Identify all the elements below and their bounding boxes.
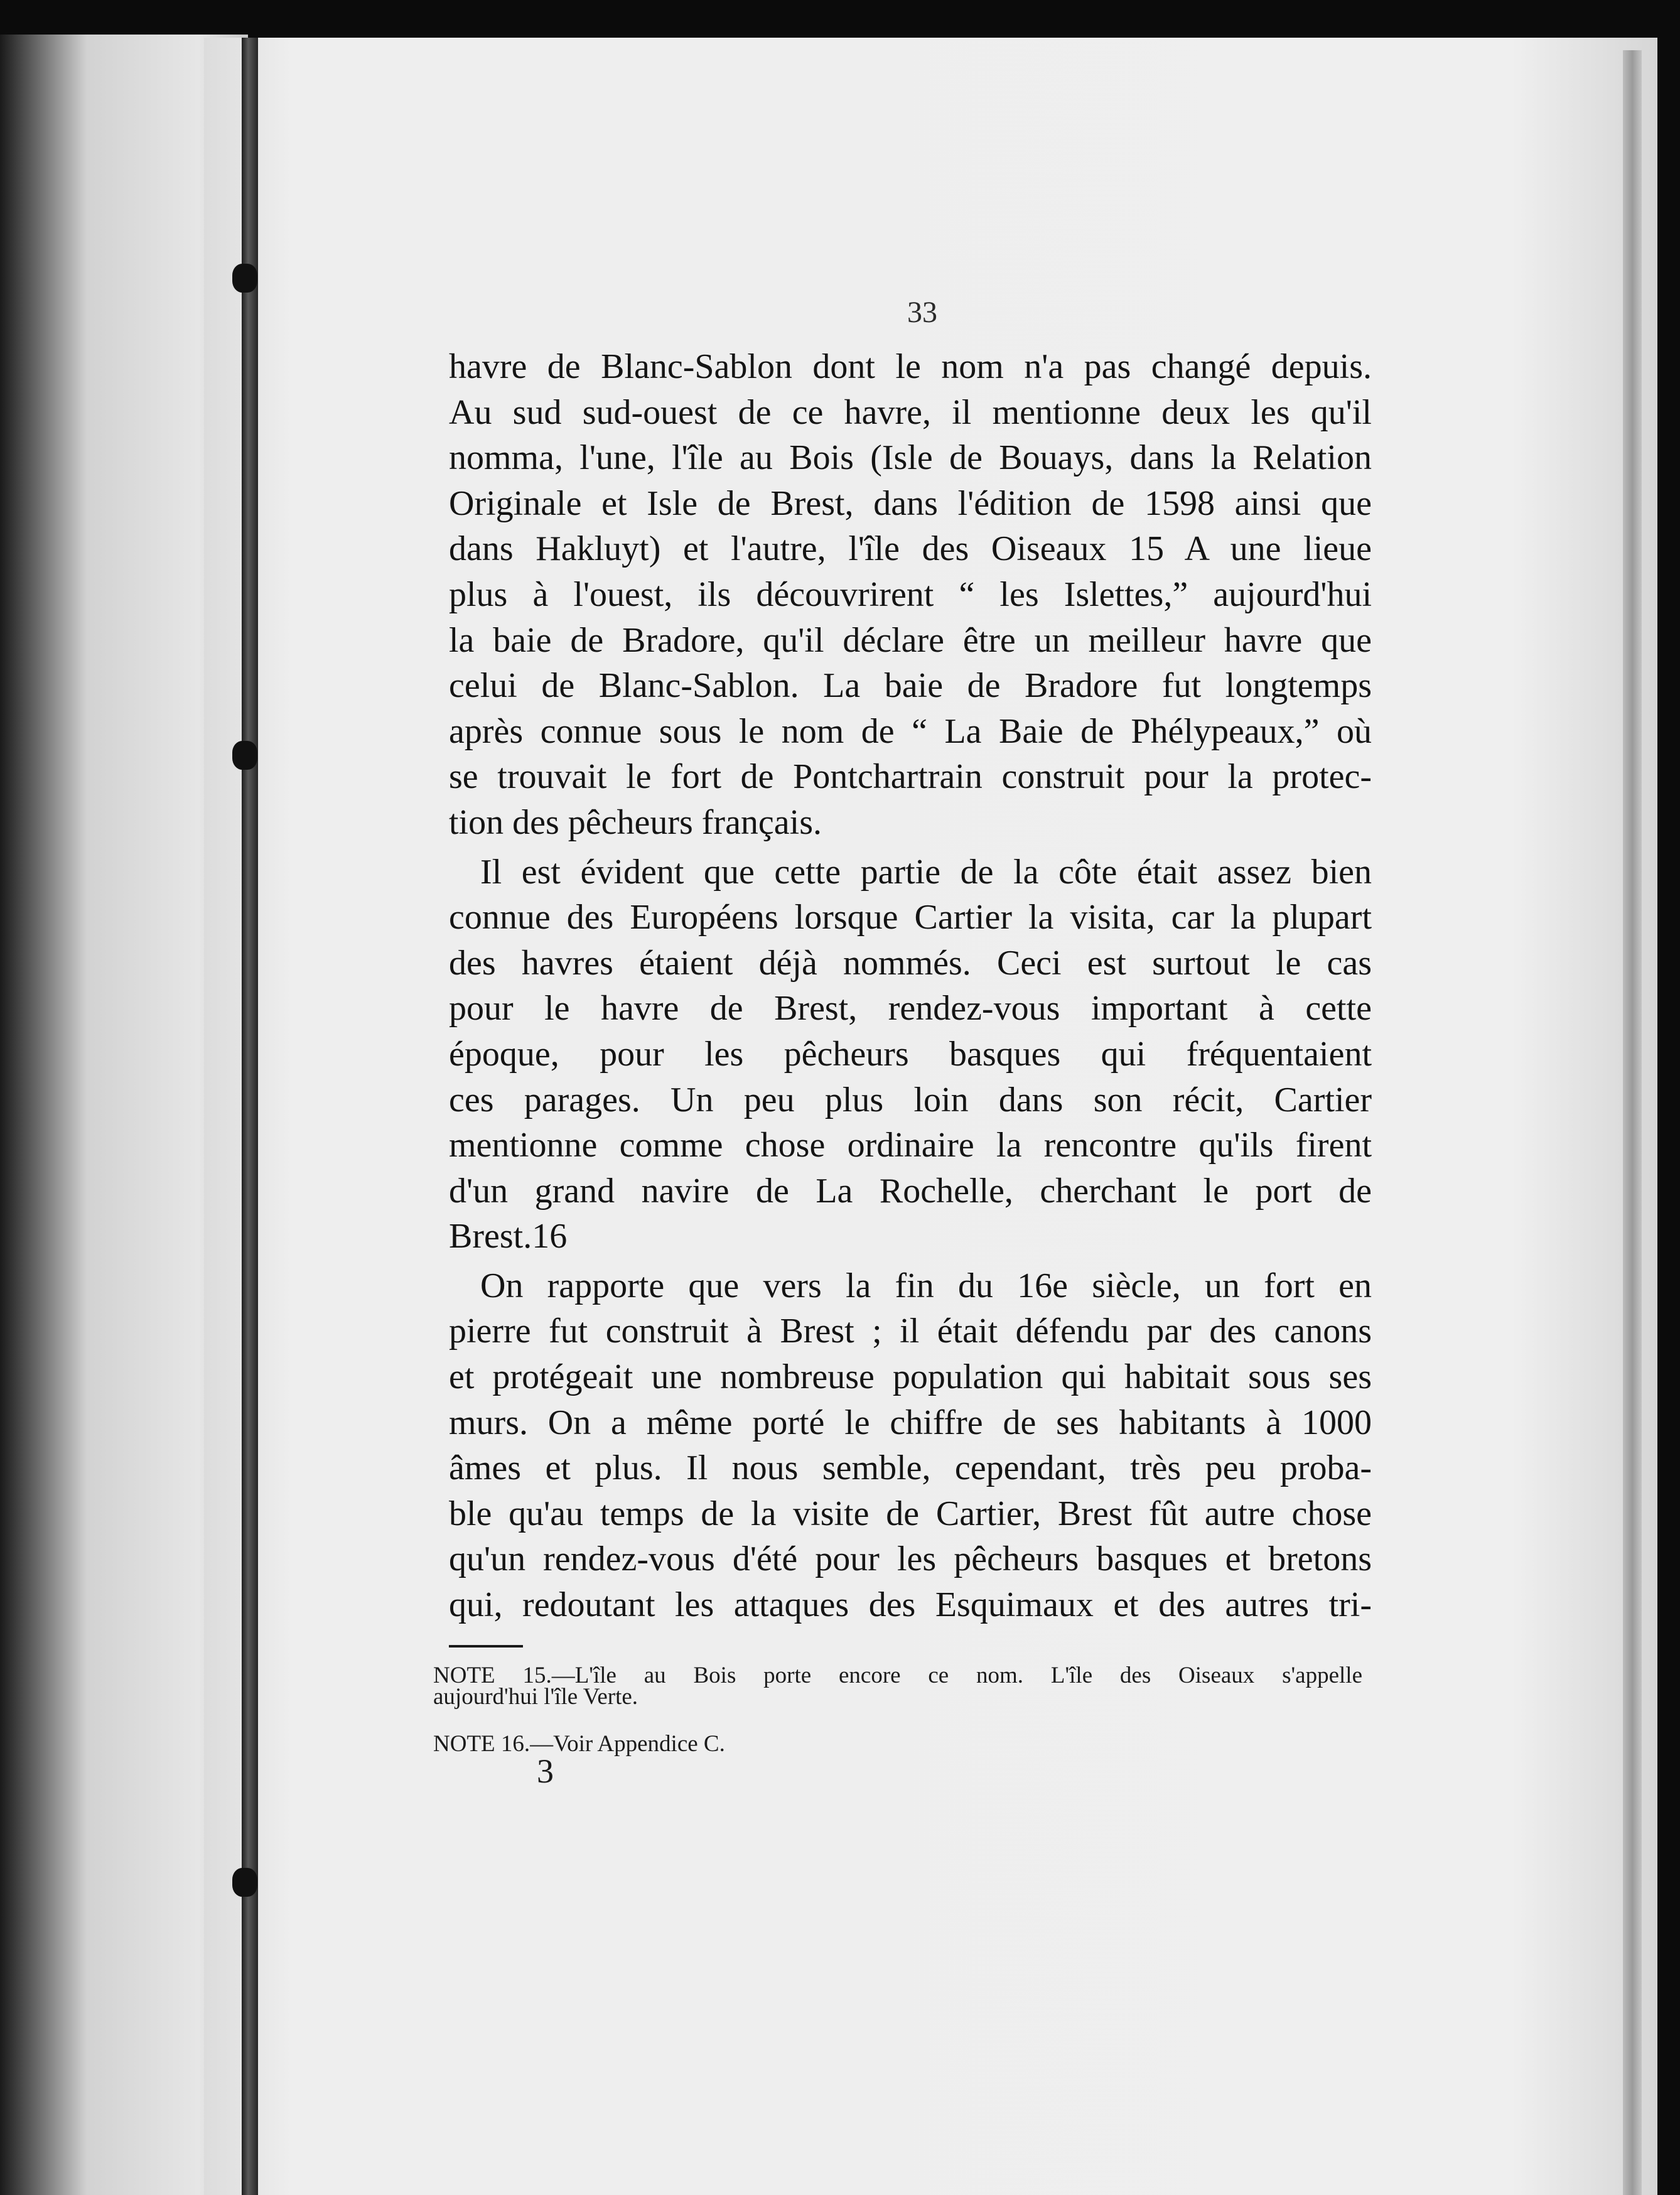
text-line: Brest.16 xyxy=(449,1217,568,1256)
text-line: qui, redoutant les attaques des Esquimaux et des autres tri- xyxy=(449,1585,1372,1625)
binding-stitch xyxy=(232,264,257,293)
text-line: Il est évident que cette partie de la côte était assez bien xyxy=(480,852,1372,892)
text-line: nomma, l'une, l'île au Bois (Isle de Bouays, dans la Relation xyxy=(449,438,1372,478)
paragraph-1 xyxy=(449,344,1372,846)
text-line: d'un grand navire de La Rochelle, cherchant le port de xyxy=(449,1171,1372,1211)
footnote-15 xyxy=(433,1665,1362,1708)
text-line: âmes et plus. Il nous semble, cependant, très peu proba- xyxy=(449,1448,1372,1488)
text-line: murs. On a même porté le chiffre de ses habitants à 1000 xyxy=(449,1403,1372,1442)
text-line: plus à l'ouest, ils découvrirent “ les Islettes,” aujourd'hui xyxy=(449,574,1372,614)
text-line: des havres étaient déjà nommés. Ceci est surtout le cas xyxy=(449,943,1372,983)
text-line: se trouvait le fort de Pontchartrain construit pour la protec- xyxy=(449,757,1372,797)
footnote-line: NOTE 15.—L'île au Bois porte encore ce nom. L'île des Oiseaux s'appelle xyxy=(433,1663,1362,1688)
footnote-line: aujourd'hui l'île Verte. xyxy=(433,1684,638,1710)
text-line: pierre fut construit à Brest ; il était défendu par des canons xyxy=(449,1312,1372,1351)
text-line: connue des Européens lorsque Cartier la visita, car la plupart xyxy=(449,898,1372,937)
text-line: havre de Blanc-Sablon dont le nom n'a pas changé depuis. xyxy=(449,347,1372,386)
text-line: Au sud sud-ouest de ce havre, il mentionne deux les qu'il xyxy=(449,392,1372,432)
binding-stitch xyxy=(232,741,257,770)
text-line: tion des pêcheurs français. xyxy=(449,802,822,842)
paragraph-3 xyxy=(449,1263,1372,1628)
page-number: 33 xyxy=(907,296,937,329)
footnote-rule xyxy=(449,1645,523,1648)
text-line: dans Hakluyt) et l'autre, l'île des Oiseaux 15 A une lieue xyxy=(449,529,1372,569)
text-line: époque, pour les pêcheurs basques qui fréquentaient xyxy=(449,1034,1372,1074)
text-line: qu'un rendez-vous d'été pour les pêcheurs basques et bretons xyxy=(449,1540,1372,1579)
text-line: la baie de Bradore, qu'il déclare être un meilleur havre que xyxy=(449,620,1372,660)
text-line: ble qu'au temps de la visite de Cartier, Brest fût autre chose xyxy=(449,1494,1372,1533)
footnote-16: NOTE 16.—Voir Appendice C. xyxy=(433,1731,725,1757)
text-line: On rapporte que vers la fin du 16e siècle, un fort en xyxy=(480,1266,1372,1305)
page-stack-edge xyxy=(1623,50,1642,2195)
text-line: après connue sous le nom de “ La Baie de Phélypeaux,” où xyxy=(449,711,1372,751)
text-line: mentionne comme chose ordinaire la rencontre qu'ils firent xyxy=(449,1126,1372,1165)
text-line: pour le havre de Brest, rendez-vous important à cette xyxy=(449,989,1372,1028)
signature-mark: 3 xyxy=(537,1752,554,1790)
footnotes xyxy=(433,1665,1362,1757)
text-line: et protégeait une nombreuse population qui habitait sous ses xyxy=(449,1357,1372,1397)
body-text xyxy=(449,344,1372,1628)
text-line: celui de Blanc-Sablon. La baie de Bradore fut longtemps xyxy=(449,666,1372,706)
text-line: ces parages. Un peu plus loin dans son récit, Cartier xyxy=(449,1080,1372,1119)
binding-stitch xyxy=(232,1868,257,1897)
paragraph-2 xyxy=(449,849,1372,1259)
text-line: Originale et Isle de Brest, dans l'édition de 1598 ainsi que xyxy=(449,483,1372,523)
